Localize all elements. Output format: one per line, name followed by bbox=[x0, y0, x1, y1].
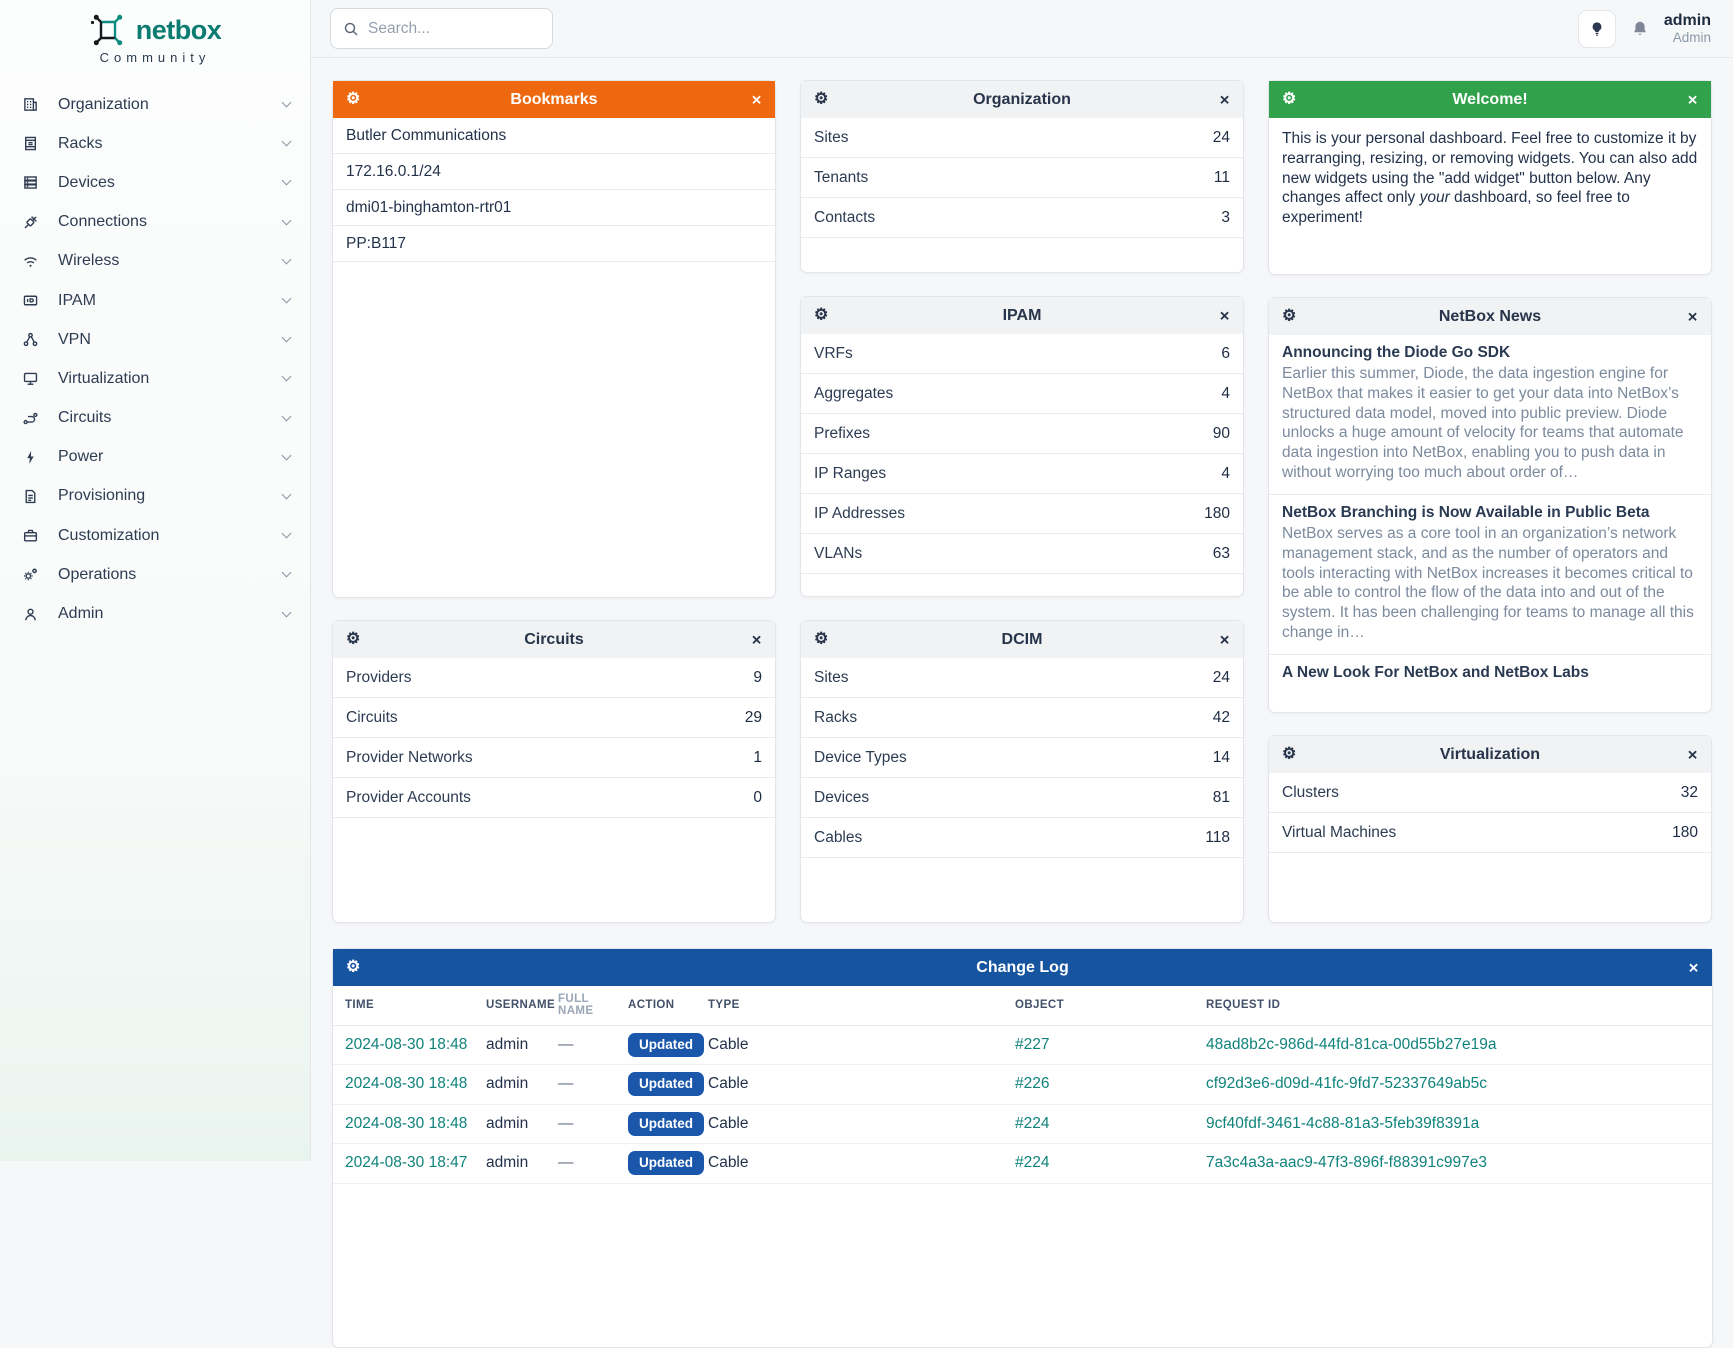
table-row bbox=[333, 1025, 1712, 1065]
stat-value: 1 bbox=[753, 748, 762, 766]
chevron-down-icon bbox=[282, 568, 292, 578]
sidebar-item-label: Circuits bbox=[58, 409, 112, 427]
stat-link[interactable]: Sites bbox=[814, 668, 849, 686]
action-badge: Updated bbox=[628, 1151, 704, 1175]
widget-title: Change Log bbox=[976, 958, 1069, 976]
sidebar-item-devices[interactable] bbox=[0, 163, 310, 202]
chevron-down-icon bbox=[282, 254, 292, 264]
sidebar-item-wireless[interactable] bbox=[0, 242, 310, 281]
action-badge: Updated bbox=[628, 1112, 704, 1136]
changelog-request-id-link[interactable]: 9cf40fdf-3461-4c88-81a3-5feb39f8391a bbox=[1206, 1114, 1480, 1132]
stat-value: 118 bbox=[1205, 828, 1230, 846]
stat-link[interactable]: Tenants bbox=[814, 168, 869, 186]
stat-link[interactable]: Circuits bbox=[346, 708, 398, 726]
column-header-full-name[interactable]: FULL NAME bbox=[546, 986, 616, 1025]
sidebar-item-label: Customization bbox=[58, 526, 160, 544]
rack-icon bbox=[22, 135, 42, 152]
changelog-type: Cable bbox=[696, 1025, 1003, 1065]
changelog-full-name: — bbox=[546, 1144, 616, 1184]
gear-icon[interactable]: ⚙ bbox=[814, 629, 829, 647]
news-item bbox=[1269, 655, 1711, 695]
monitor-icon bbox=[22, 370, 42, 387]
sidebar-item-label: Wireless bbox=[58, 252, 120, 270]
widget-circuits bbox=[332, 620, 776, 923]
brand-name: netbox bbox=[135, 14, 222, 45]
changelog-type: Cable bbox=[696, 1104, 1003, 1144]
sidebar-item-connections[interactable] bbox=[0, 203, 310, 242]
netbox-logo[interactable] bbox=[0, 0, 310, 47]
close-icon[interactable]: ✕ bbox=[1688, 960, 1699, 975]
action-badge: Updated bbox=[628, 1033, 704, 1057]
sidebar-item-circuits[interactable] bbox=[0, 399, 310, 438]
stat-value: 4 bbox=[1221, 384, 1230, 402]
widget-title: Organization bbox=[973, 90, 1071, 108]
stat-link[interactable]: Provider Networks bbox=[346, 748, 473, 766]
sidebar-item-admin[interactable] bbox=[0, 594, 310, 633]
stat-value: 24 bbox=[1212, 128, 1230, 146]
changelog-username: admin bbox=[474, 1104, 546, 1144]
stat-row bbox=[1269, 813, 1711, 853]
sidebar-item-ipam[interactable] bbox=[0, 281, 310, 320]
changelog-username: admin bbox=[474, 1065, 546, 1105]
widget-dcim-header bbox=[801, 621, 1243, 658]
chevron-down-icon bbox=[282, 490, 292, 500]
stat-row bbox=[801, 374, 1243, 414]
widget-virtualization-header bbox=[1269, 736, 1711, 773]
close-icon[interactable]: ✕ bbox=[1219, 308, 1230, 323]
sidebar bbox=[0, 0, 311, 1161]
stat-row bbox=[801, 818, 1243, 858]
sidebar-item-label: Racks bbox=[58, 134, 103, 152]
stat-row bbox=[801, 658, 1243, 698]
gear-icon[interactable]: ⚙ bbox=[1282, 306, 1297, 324]
search-icon bbox=[343, 21, 359, 37]
sidebar-item-organization[interactable] bbox=[0, 85, 310, 124]
dashboard bbox=[311, 58, 1713, 1348]
sidebar-item-customization[interactable] bbox=[0, 516, 310, 555]
widget-bookmarks-header bbox=[333, 81, 775, 118]
ip-card-icon bbox=[22, 292, 42, 309]
column-header-action[interactable]: ACTION bbox=[616, 986, 696, 1025]
stat-value: 14 bbox=[1212, 748, 1230, 766]
changelog-full-name: — bbox=[546, 1065, 616, 1105]
stat-value: 180 bbox=[1204, 504, 1230, 522]
widget-title: Bookmarks bbox=[510, 90, 598, 108]
stat-row bbox=[801, 494, 1243, 534]
stat-value: 24 bbox=[1212, 668, 1230, 686]
user-name: admin bbox=[1663, 11, 1711, 29]
gear-icon[interactable]: ⚙ bbox=[346, 957, 361, 975]
stat-value: 9 bbox=[753, 668, 762, 686]
sidebar-item-vpn[interactable] bbox=[0, 320, 310, 359]
stat-row bbox=[801, 198, 1243, 238]
user-menu[interactable] bbox=[1664, 12, 1711, 46]
stat-link[interactable]: Racks bbox=[814, 708, 858, 726]
widget-change-log-header bbox=[333, 949, 1712, 986]
stat-row bbox=[333, 698, 775, 738]
changelog-username: admin bbox=[474, 1025, 546, 1065]
changelog-request-id-link[interactable]: cf92d3e6-d09d-41fc-9fd7-52337649ab5c bbox=[1206, 1075, 1487, 1093]
network-nodes-icon bbox=[22, 331, 42, 348]
widget-news-header bbox=[1269, 298, 1711, 335]
stat-row bbox=[801, 334, 1243, 374]
changelog-object-link[interactable]: #224 bbox=[1015, 1114, 1050, 1132]
widget-change-log bbox=[332, 948, 1713, 1348]
gear-icon[interactable]: ⚙ bbox=[346, 89, 361, 107]
stat-link[interactable]: Cables bbox=[814, 828, 863, 846]
stat-row bbox=[801, 534, 1243, 574]
sidebar-item-label: Power bbox=[58, 448, 104, 466]
widget-ipam bbox=[800, 296, 1244, 597]
stat-link[interactable]: Devices bbox=[814, 788, 870, 806]
widget-title: Virtualization bbox=[1439, 745, 1541, 763]
stat-row bbox=[801, 454, 1243, 494]
news-headline-link[interactable]: Announcing the Diode Go SDK bbox=[1282, 344, 1511, 361]
widget-welcome bbox=[1268, 80, 1712, 275]
changelog-full-name: — bbox=[546, 1104, 616, 1144]
gear-icon[interactable]: ⚙ bbox=[1282, 89, 1297, 107]
stat-value: 11 bbox=[1213, 168, 1230, 186]
stat-link[interactable]: Clusters bbox=[1282, 783, 1339, 801]
stat-link[interactable]: VRFs bbox=[814, 344, 853, 362]
bookmark-item[interactable]: dmi01-binghamton-rtr01 bbox=[333, 190, 775, 226]
changelog-object-link[interactable]: #227 bbox=[1015, 1035, 1050, 1053]
netbox-logo-icon bbox=[89, 13, 127, 47]
widget-netbox-news bbox=[1268, 297, 1712, 713]
column-header-username[interactable]: USERNAME bbox=[474, 986, 546, 1025]
document-icon bbox=[22, 488, 42, 505]
stat-link[interactable]: IP Addresses bbox=[814, 504, 906, 522]
table-row bbox=[333, 1065, 1712, 1105]
stat-value: 6 bbox=[1221, 344, 1230, 362]
sidebar-item-label: Devices bbox=[58, 173, 115, 191]
widget-title: Circuits bbox=[524, 630, 584, 648]
widget-ipam-header bbox=[801, 297, 1243, 334]
widget-bookmarks bbox=[332, 80, 776, 598]
column-header-time[interactable]: TIME bbox=[333, 986, 474, 1025]
close-icon[interactable]: ✕ bbox=[1219, 92, 1230, 107]
changelog-username: admin bbox=[474, 1144, 546, 1184]
stat-row bbox=[801, 698, 1243, 738]
action-badge: Updated bbox=[628, 1072, 704, 1096]
stat-link[interactable]: Sites bbox=[814, 128, 849, 146]
stat-value: 0 bbox=[753, 788, 762, 806]
stat-row bbox=[801, 414, 1243, 454]
changelog-request-id-link[interactable]: 48ad8b2c-986d-44fd-81ca-00d55b27e19a bbox=[1206, 1035, 1497, 1053]
search-input[interactable] bbox=[368, 20, 540, 38]
news-headline-link[interactable]: A New Look For NetBox and NetBox Labs bbox=[1282, 663, 1589, 681]
chevron-down-icon bbox=[282, 137, 292, 147]
changelog-type: Cable bbox=[696, 1065, 1003, 1105]
changelog-request-id-link[interactable]: 7a3c4a3a-aac9-47f3-896f-f88391c997e3 bbox=[1206, 1154, 1487, 1172]
changelog-object-link[interactable]: #226 bbox=[1015, 1075, 1050, 1093]
chevron-down-icon bbox=[282, 333, 292, 343]
stat-row bbox=[333, 738, 775, 778]
chevron-down-icon bbox=[282, 411, 292, 421]
sidebar-item-label: Connections bbox=[58, 213, 147, 231]
stat-value: 180 bbox=[1672, 823, 1698, 841]
sidebar-item-label: Admin bbox=[58, 605, 104, 623]
sidebar-item-power[interactable] bbox=[0, 438, 310, 477]
gear-icon[interactable]: ⚙ bbox=[346, 629, 361, 647]
theme-toggle-button[interactable] bbox=[1578, 10, 1616, 48]
close-icon[interactable]: ✕ bbox=[751, 632, 762, 647]
gear-icon[interactable]: ⚙ bbox=[1282, 744, 1297, 762]
stat-link[interactable]: VLANs bbox=[814, 544, 863, 562]
wifi-icon bbox=[22, 253, 42, 270]
chevron-down-icon bbox=[282, 450, 292, 460]
notifications-button[interactable] bbox=[1631, 20, 1649, 38]
stat-link[interactable]: Device Types bbox=[814, 748, 907, 766]
user-role: Admin bbox=[1672, 29, 1711, 45]
search-box bbox=[330, 8, 553, 49]
stat-row bbox=[333, 778, 775, 818]
chevron-down-icon bbox=[282, 372, 292, 382]
bookmark-item[interactable]: Butler Communications bbox=[333, 118, 775, 154]
sidebar-nav bbox=[0, 85, 310, 634]
stat-row bbox=[333, 658, 775, 698]
chevron-down-icon bbox=[282, 98, 292, 108]
chevron-down-icon bbox=[282, 215, 292, 225]
close-icon[interactable]: ✕ bbox=[1687, 309, 1698, 324]
changelog-object-link[interactable]: #224 bbox=[1015, 1154, 1050, 1172]
user-icon bbox=[22, 606, 42, 623]
stat-value: 42 bbox=[1212, 708, 1230, 726]
bolt-icon bbox=[22, 449, 42, 466]
gear-icon[interactable]: ⚙ bbox=[814, 89, 829, 107]
stat-value: 3 bbox=[1221, 208, 1230, 226]
stat-value: 81 bbox=[1212, 788, 1230, 806]
news-body: NetBox serves as a core tool in an organization’s network management stack, and as the number of operators and tools interacting with NetBox increases it becomes critical to be able to control the flow of the data into and out of the system. It has been challenging for teams to manage all this change in… bbox=[1282, 524, 1694, 642]
stat-row bbox=[801, 118, 1243, 158]
news-item bbox=[1269, 495, 1711, 655]
widget-circuits-header bbox=[333, 621, 775, 658]
stat-value: 90 bbox=[1212, 424, 1230, 442]
welcome-text: This is your personal dashboard. Feel free to customize it by rearranging, resizing, or removing widgets. You can also add new widgets using the "add widget" button below. Any changes affect only your dashboard, so feel free to experiment! bbox=[1282, 130, 1698, 227]
column-header-request-id[interactable]: REQUEST ID bbox=[1194, 986, 1712, 1025]
close-icon[interactable]: ✕ bbox=[1687, 747, 1698, 762]
changelog-time-link[interactable]: 2024-08-30 18:48 bbox=[345, 1075, 468, 1093]
widget-organization-header bbox=[801, 81, 1243, 118]
column-header-object[interactable]: OBJECT bbox=[1003, 986, 1194, 1025]
change-log-table bbox=[333, 986, 1712, 1184]
changelog-type: Cable bbox=[696, 1144, 1003, 1184]
brand-subtitle: Community bbox=[99, 50, 211, 65]
sidebar-item-virtualization[interactable] bbox=[0, 359, 310, 398]
stat-link[interactable]: IP Ranges bbox=[814, 464, 887, 482]
widget-virtualization bbox=[1268, 735, 1712, 923]
widget-organization bbox=[800, 80, 1244, 273]
plug-icon bbox=[22, 214, 42, 231]
chevron-down-icon bbox=[282, 607, 292, 617]
table-row bbox=[333, 1144, 1712, 1184]
bookmark-item[interactable]: 172.16.0.1/24 bbox=[333, 154, 775, 190]
stat-link[interactable]: Providers bbox=[346, 668, 412, 686]
close-icon[interactable]: ✕ bbox=[1219, 632, 1230, 647]
table-row bbox=[333, 1104, 1712, 1144]
changelog-time-link[interactable]: 2024-08-30 18:48 bbox=[345, 1114, 468, 1132]
gears-icon bbox=[22, 566, 42, 583]
stat-value: 4 bbox=[1221, 464, 1230, 482]
topbar bbox=[311, 0, 1733, 58]
close-icon[interactable]: ✕ bbox=[1687, 92, 1698, 107]
widget-welcome-header bbox=[1269, 81, 1711, 118]
chevron-down-icon bbox=[282, 294, 292, 304]
widget-title: IPAM bbox=[1002, 306, 1042, 324]
lightbulb-icon bbox=[1589, 21, 1605, 37]
stat-row bbox=[801, 778, 1243, 818]
changelog-time-link[interactable]: 2024-08-30 18:48 bbox=[345, 1035, 468, 1053]
stat-value: 63 bbox=[1212, 544, 1230, 562]
briefcase-icon bbox=[22, 527, 42, 544]
stat-value: 32 bbox=[1680, 783, 1698, 801]
building-icon bbox=[22, 96, 42, 113]
news-body: Earlier this summer, Diode, the data ingestion engine for NetBox that makes it easier to get your data into NetBox’s structured data model, moved into public preview. Diode unlocks a huge amount of velocity for teams that automate data ingestion into NetBox, enabling you to push data in without worrying too much about order of… bbox=[1282, 365, 1684, 482]
sidebar-item-label: IPAM bbox=[58, 291, 96, 309]
close-icon[interactable]: ✕ bbox=[751, 92, 762, 107]
sidebar-item-operations[interactable] bbox=[0, 555, 310, 594]
stat-link[interactable]: Contacts bbox=[814, 208, 876, 226]
chevron-down-icon bbox=[282, 529, 292, 539]
stat-value: 29 bbox=[744, 708, 762, 726]
sidebar-item-racks[interactable] bbox=[0, 124, 310, 163]
stat-row bbox=[801, 158, 1243, 198]
changelog-time-link[interactable]: 2024-08-30 18:47 bbox=[345, 1154, 468, 1172]
route-icon bbox=[22, 410, 42, 427]
gear-icon[interactable]: ⚙ bbox=[814, 305, 829, 323]
sidebar-item-label: Organization bbox=[58, 95, 149, 113]
stat-link[interactable]: Prefixes bbox=[814, 424, 870, 442]
chevron-down-icon bbox=[282, 176, 292, 186]
stat-link[interactable]: Provider Accounts bbox=[346, 788, 471, 806]
sidebar-item-label: Virtualization bbox=[58, 369, 150, 387]
sidebar-item-provisioning[interactable] bbox=[0, 477, 310, 516]
sidebar-item-label: Operations bbox=[58, 565, 137, 583]
widget-title: Welcome! bbox=[1452, 90, 1528, 108]
column-header-type[interactable]: TYPE bbox=[696, 986, 1003, 1025]
stat-link[interactable]: Virtual Machines bbox=[1282, 823, 1397, 841]
widget-title: NetBox News bbox=[1438, 307, 1542, 325]
server-stack-icon bbox=[22, 174, 42, 191]
sidebar-item-label: Provisioning bbox=[58, 487, 146, 505]
news-headline-link[interactable]: NetBox Branching is Now Available in Public Beta bbox=[1282, 503, 1650, 521]
news-item bbox=[1269, 335, 1711, 495]
stat-link[interactable]: Aggregates bbox=[814, 384, 894, 402]
stat-row bbox=[801, 738, 1243, 778]
sidebar-item-label: VPN bbox=[58, 330, 91, 348]
bell-icon bbox=[1631, 20, 1649, 38]
widget-dcim bbox=[800, 620, 1244, 923]
stat-row bbox=[1269, 773, 1711, 813]
widget-title: DCIM bbox=[1001, 630, 1043, 648]
changelog-full-name: — bbox=[546, 1025, 616, 1065]
bookmark-item[interactable]: PP:B117 bbox=[333, 226, 775, 262]
